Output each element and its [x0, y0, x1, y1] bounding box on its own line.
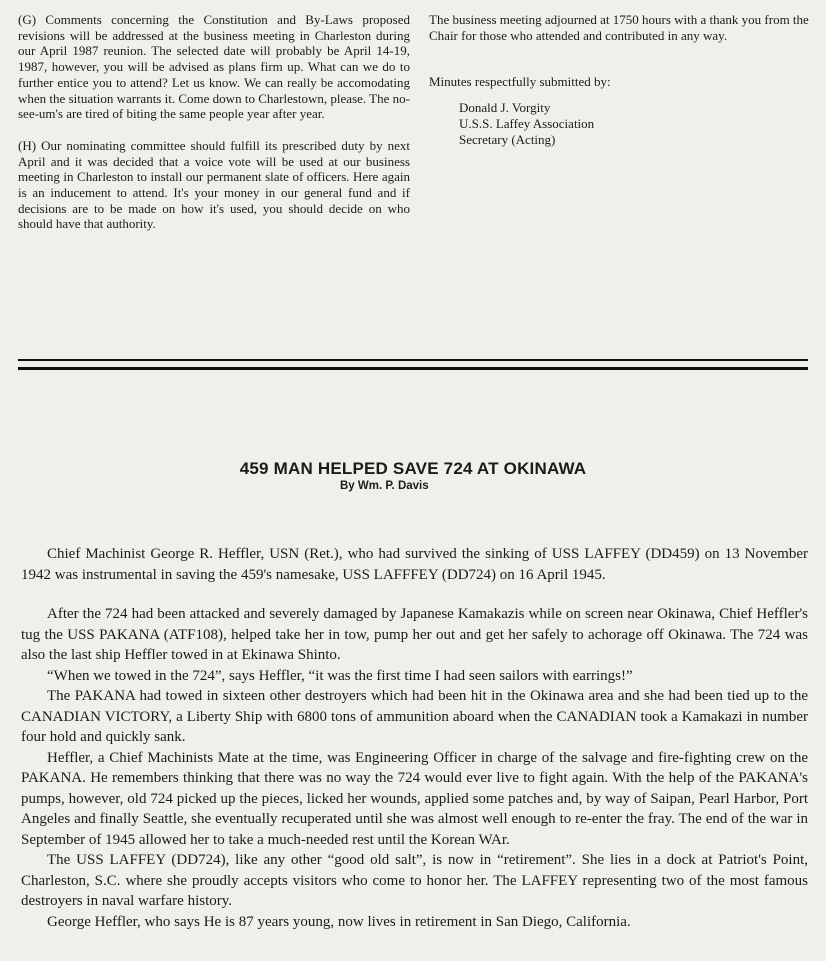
signature-name: Donald J. Vorgity — [459, 100, 551, 116]
section-divider-thin — [18, 359, 808, 361]
article-paragraph: After the 724 had been attacked and severely damaged by Japanese Kamakazis while on screen near Okinawa, Chief Heffler's tug the USS PAKANA (ATF108), helped take her in tow, pump her out and get her safely to achorage off Okinawa. The 724 was also the last ship Heffler towed in at Ekinawa Shinto. — [21, 606, 808, 663]
signature-title: Secretary (Acting) — [459, 131, 556, 147]
item-g-paragraph: (G) Comments concerning the Constitution and By-Laws proposed revisions will be addressed at the business meeting in Charleston during our April 1987 reunion. The selected date will probably be April 14-19, 1987, however, you will be advised as plans firm up. What can we do to further entice you to attend? Let us know. We can really be accomodating when the situation warrants it. Come down to Charlestown, please. The no-see-um's are tired of biting the same people year after year. — [18, 12, 410, 122]
article-body — [21, 544, 808, 932]
minutes-right-column — [429, 12, 809, 147]
item-h-paragraph: (H) Our nominating committee should fulfill its prescribed duty by next April and it was decided that a voice vote will be used at our business meeting in Charleston to install our permanent slate of officers. Here again is an inducement to attend. It's your money in our general fund and if decisions are to be made on how it's used, you should decide on who should have that authority. — [18, 137, 410, 232]
minutes-submitted-line: Minutes respectfully submitted by: — [429, 74, 611, 90]
signature-organization: U.S.S. Laffey Association — [459, 115, 595, 131]
article-byline: By Wm. P. Davis — [340, 480, 429, 492]
article-paragraph: “When we towed in the 724”, says Heffler, “it was the first time I had seen sailors with earrings!” — [47, 667, 633, 684]
article-paragraph: Chief Machinist George R. Heffler, USN (Ret.), who had survived the sinking of USS LAFFEY (DD459) on 13 November 1942 was instrumental in saving the 459's namesake, USS LAFFFEY (DD724) on 16 April 1945. — [21, 546, 808, 583]
article-headline: 459 MAN HELPED SAVE 724 AT OKINAWA — [239, 459, 587, 478]
section-divider-thick — [18, 367, 808, 370]
minutes-left-column — [18, 12, 410, 248]
article-paragraph: George Heffler, who says He is 87 years young, now lives in retirement in San Diego, California. — [47, 913, 631, 930]
adjournment-paragraph: The business meeting adjourned at 1750 hours with a thank you from the Chair for those who attended and contributed in any way. — [429, 12, 809, 43]
article-paragraph: Heffler, a Chief Machinists Mate at the time, was Engineering Officer in charge of the salvage and fire-fighting crew on the PAKANA. He remembers thinking that there was no way the 724 would ever live to fight again. With the help of the PAKANA's pumps, however, old 724 picked up the pieces, licked her wounds, applied some patches and, by way of Saipan, Pearl Harbor, Port Angeles and finally Seattle, she eventually recuperated until she was almost well enough to re-enter the fray. The end of the war in September of 1945 allowed her to take a much-needed rest until the Korean WAr. — [21, 749, 808, 848]
signature-block — [429, 100, 809, 147]
article-paragraph: The PAKANA had towed in sixteen other destroyers which had been hit in the Okinawa area and she had been tied up to the CANADIAN VICTORY, a Liberty Ship with 6800 tons of ammunition aboard when the CANADIAN took a Kamakazi in number four hold and quickly sank. — [21, 688, 808, 745]
article-paragraph: The USS LAFFEY (DD724), like any other “good old salt”, is now in “retirement”. She lies in a dock at Patriot's Point, Charleston, S.C. where she proudly accepts visitors who come to honor her. The LAFFEY representing two of the most famous destroyers in naval warfare history. — [21, 852, 808, 909]
